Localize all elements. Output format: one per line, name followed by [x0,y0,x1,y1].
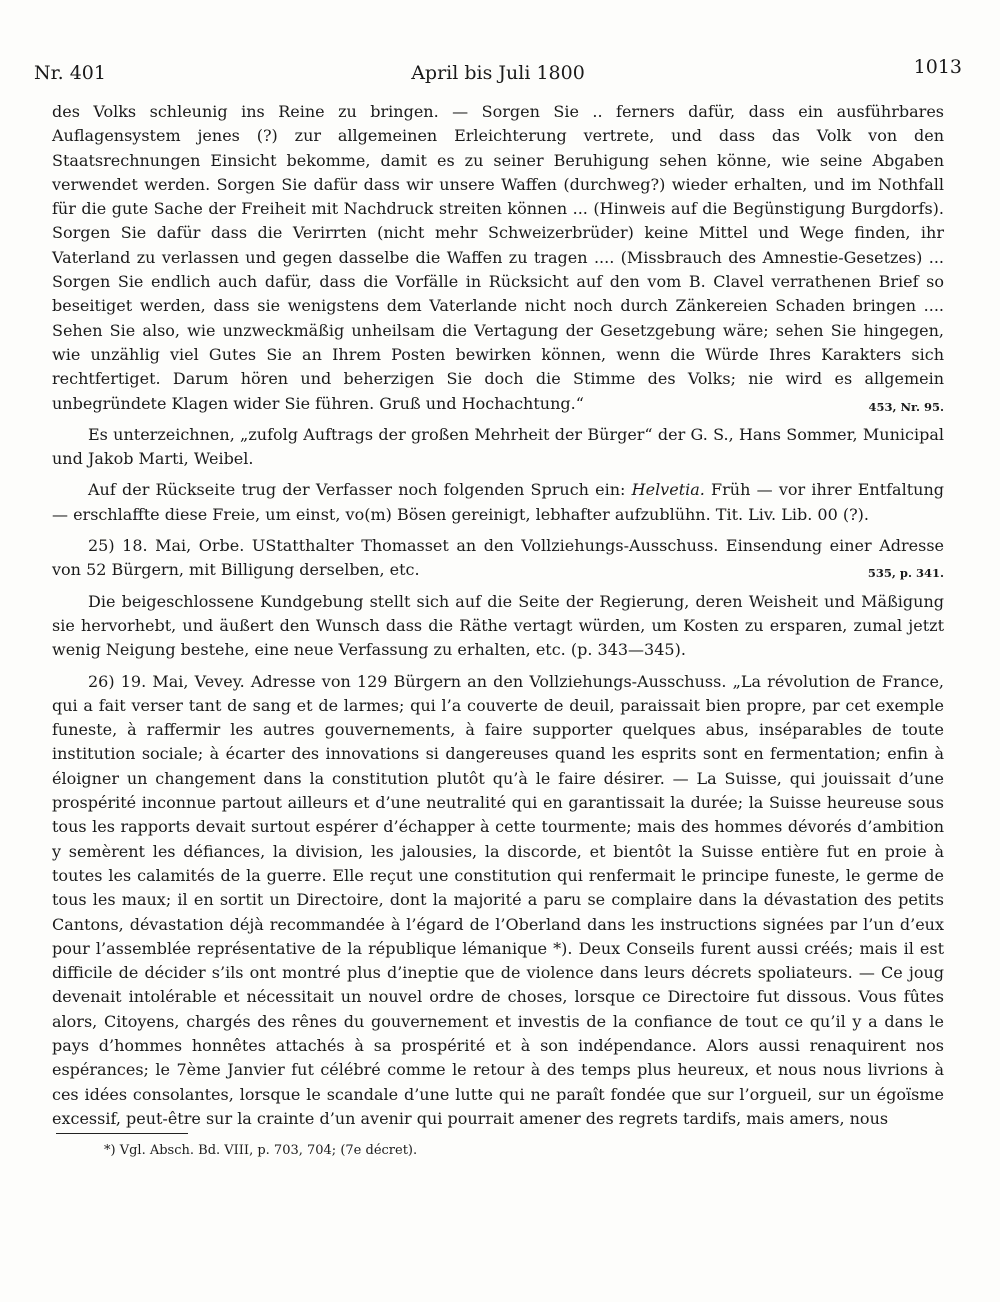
paragraph-text: Auf der Rückseite trug der Verfasser noch folgenden Spruch ein: [88,480,632,500]
paragraph-text: 25) 18. Mai, Orbe. UStatthalter Thomasset an den Vollziehungs-Ausschuss. Einsendung einer Adresse von 52 Bürgern, mit Billigung derselben, etc. [52,536,944,580]
page-body [52,100,944,1138]
paragraph-reverse-side [52,478,944,527]
paragraph-entry-25 [52,534,944,583]
paragraph-entry-26: 26) 19. Mai, Vevey. Adresse von 129 Bürgern an den Vollziehungs-Ausschuss. „La révolution de France, qui a fait verser tant de sang et de larmes; qui l’a couverte de deuil, paraissait bien propre, par cet exemple funeste, à raffermir les autres gouvernements, à faire supporter quelques abus, inséparables de toute institution sociale; à écarter des innovations si dangereuses quand les esprits sont en fermentation; enfin à éloigner un changement dans la constitution plutôt qu’à le faire désirer. — La Suisse, qui jouissait d’une prospérité inconnue partout ailleurs et d’une neutralité qui en garantissait la durée; la Suisse heureuse sous tous les rapports devait surtout espérer d’échapper à cette tourmente; mais des hommes dévorés d’ambition y semèrent les défiances, la division, les jalousies, la discorde, et bientôt la Suisse entière fut en proie à toutes les calamités de la guerre. Elle reçut une constitution qui renfermait le principe funeste, le germe de tous les maux; il en sortit un Directoire, dont la majorité a paru se complaire dans la dévastation des petits Cantons, dévastation déjà recommandée à l’égard de l’Oberland dans les instructions signées par l’un d’eux pour l’assemblée représentative de la république lémanique *). Deux Conseils furent aussi créés; mais il est difficile de décider s’ils ont montré plus d’ineptie que de violence dans leurs décrets spoliateurs. — Ce joug devenait intolérable et nécessitait un nouvel ordre de choses, lorsque ce Directoire fut dissous. Vous fûtes alors, Citoyens, chargés des rênes du gouvernement et investis de la confiance de tout ce qu’il y a dans le pays d’hommes honnêtes attachés à sa prospérité et à son indépendance. Alors aussi renaquirent nos espérances; le 7ème Janvier fut célébré comme le retour à des temps plus heureux, et nous nous livrions à ces idées consolantes, lorsque le scandale d’une lutte qui ne paraît fondée que sur l’orgueil, sur un égoïsme excessif, peut-être sur la crainte d’un avenir qui pourrait amener des regrets tardifs, mais amers, nous [52,671,944,1128]
paragraph-letter-continuation [52,100,944,416]
page-number: 1013 [913,56,962,78]
paragraph-text: Früh — vor ihrer Entfaltung — erschlaffte diese Freie, um einst, vo(m) Bösen gereinigt, lebhafter aufzublühn. Tit. Liv. Lib. 00 (?). [52,480,944,524]
document-number: Nr. 401 [34,62,106,84]
footnote-divider [56,1133,188,1134]
source-reference: 453, Nr. 95. [868,399,944,414]
footnote: *) Vgl. Absch. Bd. VIII, p. 703, 704; (7e décret). [104,1143,418,1158]
paragraph-summary: Die beigeschlossene Kundgebung stellt sich auf die Seite der Regierung, deren Weisheit und Mäßigung sie hervorhebt, und äußert den Wunsch dass die Räthe vertagt würden, um Kosten zu ersparen, zumal jetzt wenig Neigung bestehe, eine neue Verfassung zu erhalten, etc. (p. 343—345). [52,591,944,660]
paragraph-text: des Volks schleunig ins Reine zu bringen. — Sorgen Sie .. ferners dafür, dass ein ausführbares Auflagensystem jenes (?) zur allgemeinen Erleichterung vertrete, und dass das Volk von den Staatsrechnungen Einsicht bekomme, damit es zu seiner Beruhigung sehen könne, wie seine Abgaben verwendet werden. Sorgen Sie dafür dass wir unsere Waffen (durchweg?) wieder erhalten, und im Nothfall für die gute Sache der Freiheit mit Nachdruck streiten können ... (Hinweis auf die Begünstigung Burgdorfs). Sorgen Sie dafür dass die Verirrten (nicht mehr Schweizerbrüder) keine Mittel und Wege finden, ihr Vaterland zu verlassen und gegen dasselbe die Waffen zu tragen .... (Missbrauch des Amnestie-Gesetzes) ... Sorgen Sie endlich auch dafür, dass die Vorfälle in Rücksicht auf den vom B. Clavel verrathenen Brief so beseitiget werden, dass sie wenigstens dem Vaterlande nicht noch durch Zänkereien Schaden bringen .... Sehen Sie also, wie unzweckmäßig unheilsam die Vertagung der Gesetzgebung wäre; sehen Sie hingegen, wie unzählig viel Gutes Sie an Ihrem Posten bewirken können, wenn die Würde Ihres Karakters sich rechtfertiget. Darum hören und beherzigen Sie doch die Stimme des Volks; nie wird es allgemein unbegründete Klagen wider Sie führen. Gruß und Hochachtung.“ [52,102,944,413]
source-reference: 535, p. 341. [867,566,944,581]
page-header [34,56,962,90]
date-range-heading: April bis Juli 1800 [411,62,585,84]
italic-term: Helvetia. [631,480,705,500]
paragraph-signatories: Es unterzeichnen, „zufolg Auftrags der großen Mehrheit der Bürger“ der G. S., Hans Sommer, Municipal und Jakob Marti, Weibel. [52,424,944,469]
